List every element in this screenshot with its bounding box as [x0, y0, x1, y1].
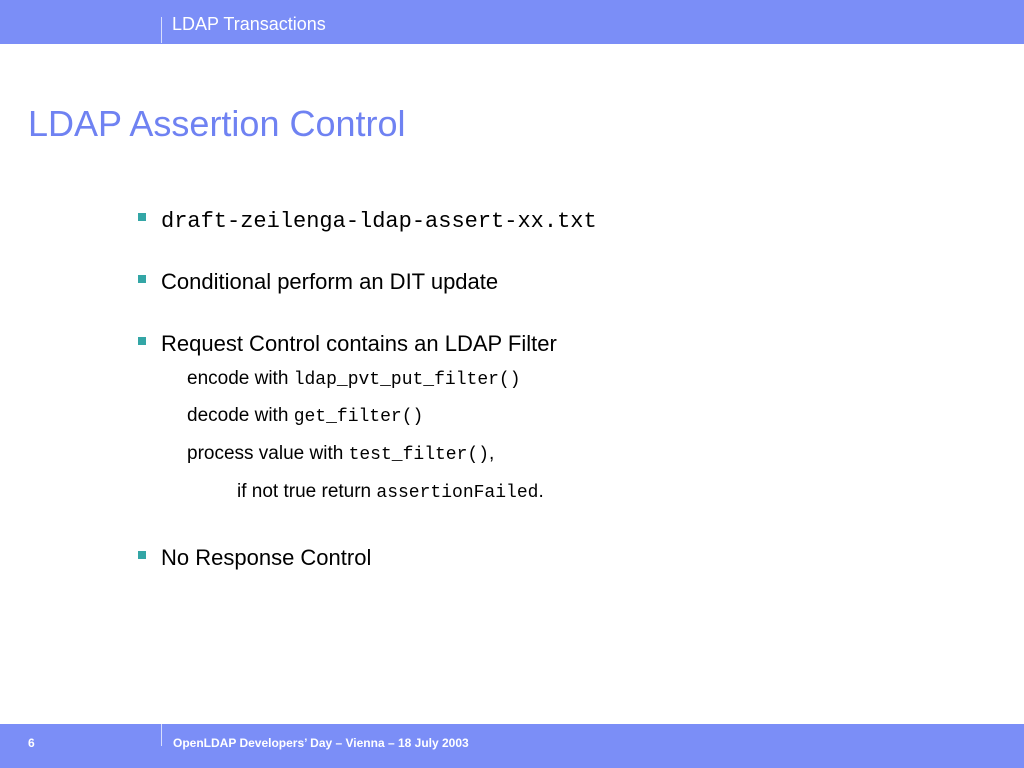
square-bullet-icon — [138, 213, 146, 221]
footer-bar — [0, 724, 1024, 768]
footer-divider — [161, 724, 162, 746]
footer-text: OpenLDAP Developers’ Day – Vienna – 18 July 2003 — [173, 736, 469, 750]
page-number: 6 — [28, 736, 35, 750]
bullet-item — [138, 269, 498, 295]
bullet-item — [138, 207, 597, 235]
sub-item — [187, 367, 521, 392]
bullet-text: No Response Control — [161, 545, 372, 570]
bullet-item — [138, 331, 557, 357]
sub-item-code: test_filter() — [348, 445, 490, 465]
square-bullet-icon — [138, 551, 146, 559]
slide-title: LDAP Assertion Control — [28, 103, 406, 144]
bullet-item — [138, 545, 371, 571]
sub-item — [237, 480, 544, 505]
sub-item-text: if not true return — [237, 481, 377, 502]
sub-item — [187, 442, 494, 467]
sub-item-code: ldap_pvt_put_filter() — [293, 370, 521, 390]
bullet-text: draft-zeilenga-ldap-assert-xx.txt — [161, 209, 597, 234]
sub-item-suffix: , — [489, 443, 495, 464]
sub-item — [187, 404, 423, 429]
sub-item-code: assertionFailed — [376, 483, 539, 503]
sub-item-code: get_filter() — [293, 407, 424, 427]
square-bullet-icon — [138, 337, 146, 345]
sub-item-text: decode with — [187, 405, 294, 426]
square-bullet-icon — [138, 275, 146, 283]
sub-item-text: encode with — [187, 368, 294, 389]
bullet-text: Conditional perform an DIT update — [161, 269, 499, 294]
sub-item-suffix: . — [538, 481, 544, 502]
bullet-text: Request Control contains an LDAP Filter — [161, 331, 557, 356]
sub-item-text: process value with — [187, 443, 349, 464]
header-title: LDAP Transactions — [172, 14, 326, 34]
